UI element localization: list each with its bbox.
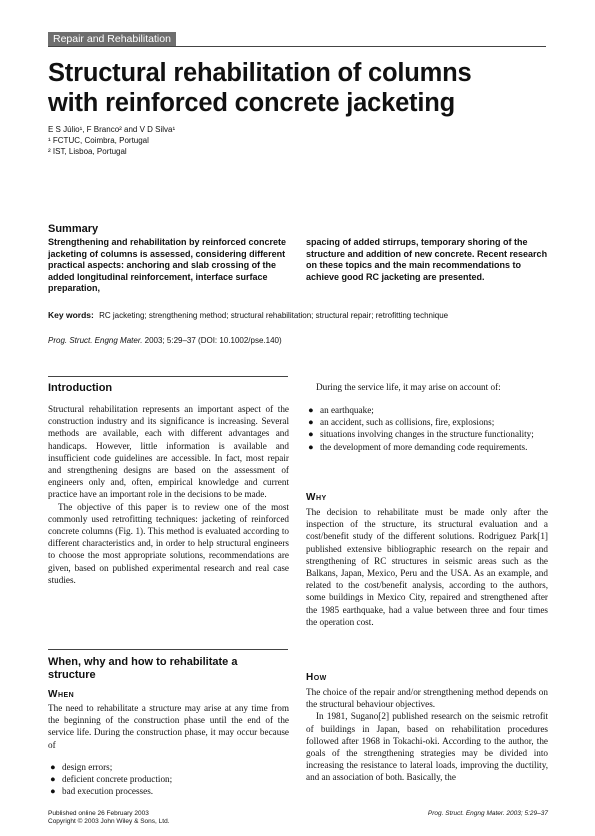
list-item: ● an accident, such as collisions, fire, explosions; [308,417,495,428]
keywords-label: Key words: [48,310,94,320]
summary-column-2: spacing of added stirrups, temporary shoring of the structure and addition of new concrete. Recent research on these topics and the main recommendations to achieve good RC jacketing are presented. [306,237,548,282]
author-block [48,124,175,157]
why-paragraph: The decision to rehabilitate must be made only after the inspection of the structure, its structural evaluation and a cost/benefit study of the different solutions. Rodriguez Park[1] published extensive bibliographic research on the repair and strengthening of RC structures in seismic areas such as the Balkans, Japan, Mexico, Peru and the USA. As an example, and related to the cost/benefit analysis, according to the authors, some buildings in Mexico City, repaired and strengthened after the 1985 earthquake, had a value between three and four times the operation cost. [306,507,548,627]
footer-left [48,810,170,826]
list-item: ● deficient concrete production; [50,774,173,785]
summary-column-1: Strengthening and rehabilitation by reinforced concrete jacketing of columns is assessed, considering different practical aspects: anchoring and slab crossing of the added longitudinal reinforcement, interface surface preparation, [48,237,287,293]
list-item: ● situations involving changes in the structure functionality; [308,429,534,440]
how-subheading: How [306,672,327,683]
how-paragraph-2: In 1981, Sugano[2] published research on the seismic retrofit of buildings in Japan, based on rehabilitation procedures followed after 1968 in Tokachi-oki. According to the author, the goals of the strengthening strategies may be divided into increasing the resistance to lateral loads, improving the ductility, and an association of both. Basically, the [306,711,548,783]
author-list: E S Júlio¹, F Branco² and V D Silva¹ [48,125,176,134]
summary-heading: Summary [48,223,99,235]
keywords [48,310,548,320]
intro-rule [48,376,288,377]
why-body [306,506,548,628]
header-rule [48,46,546,47]
list-item: ● design errors; [50,762,113,772]
intro-paragraph-1: Structural rehabilitation represents an important aspect of the construction industry and its significance is increasing. Several methods are available, each with different advantages and handicaps. However, little information is available and insufficient code guidelines are accessible. In fact, most repair and strengthening designs are based on the assessment of engineers only and, often, empirical knowledge and current practice have an important role in the decisions to be made. [48,404,289,500]
how-body [306,686,548,784]
when-body [48,702,289,751]
citation-details: 2003; 5:29–37 (DOI: 10.1002/pse.140) [144,336,282,345]
copyright: Copyright © 2003 John Wiley & Sons, Ltd. [48,818,170,825]
title-line-1: Structural rehabilitation of columns [48,59,472,87]
list-item: ● the development of more demanding code requirements. [308,441,528,452]
why-subheading: Why [306,492,327,503]
intro-heading: Introduction [48,382,113,394]
title-line-2: with reinforced concrete jacketing [48,89,455,117]
how-paragraph-1: The choice of the repair and/or strengthening method depends on the structural behaviour objectives. [306,687,548,710]
when-section-rule [48,649,288,650]
intro-body [48,403,289,586]
article-title [48,58,548,118]
when-subheading: When [48,689,75,700]
citation [48,336,282,345]
footer-journal-ref: Prog. Struct. Engng Mater. 2003; 5:29–37 [427,810,548,817]
when-paragraph: The need to rehabilitate a structure may arise at any time from the beginning of the construction phase until the end of the service life. During the construction phase, it may occur because of [48,703,289,750]
list-item: ● bad execution processes. [50,786,154,797]
service-life-lead: During the service life, it may arise on account of: [316,382,501,392]
construction-causes-list [48,761,289,798]
when-section-heading: When, why and how to rehabilitate a structure [48,656,238,681]
published-date: Published online 26 February 2003 [48,810,149,817]
affiliation-2: ² IST, Lisboa, Portugal [48,147,127,156]
citation-journal: Prog. Struct. Engng Mater. [48,336,143,345]
keywords-text: RC jacketing; strengthening method; structural rehabilitation; structural repair; retrofitting technique [99,311,449,320]
service-life-causes-list [306,404,548,453]
affiliation-1: ¹ FCTUC, Coimbra, Portugal [48,136,149,145]
list-item: ● an earthquake; [308,405,374,415]
intro-paragraph-2: The objective of this paper is to review one of the most commonly used retrofitting techniques: jacketing of reinforced concrete columns (Fig. 1). This method is evaluated according to different characteristics and, in order to help structural engineers to choose the most appropriate solutions, recommendations are given, based on published experimental research and real case studies. [48,501,289,585]
section-tag: Repair and Rehabilitation [48,32,176,46]
